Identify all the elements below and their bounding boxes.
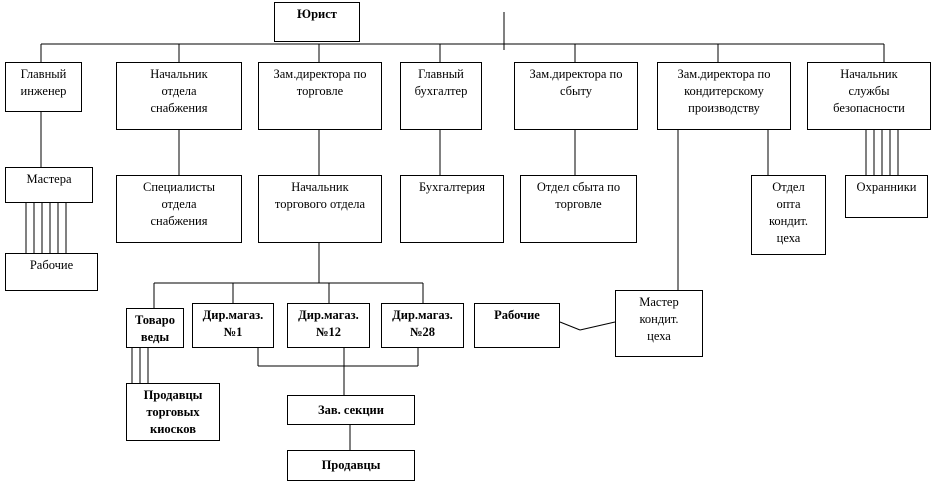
- lawyer-box: [274, 2, 360, 42]
- workers-right-box: [474, 303, 560, 348]
- confectionery-master-box: [615, 290, 703, 357]
- chief-engineer-label: Главный инженер: [20, 67, 67, 98]
- commodity-experts-label: Товаро веды: [135, 313, 175, 344]
- supply-specialists-label: Специалисты отдела снабжения: [143, 180, 215, 228]
- store-12-box: [287, 303, 370, 348]
- security-head-box: [807, 62, 931, 130]
- chief-accountant-label: Главный бухгалтер: [414, 67, 468, 98]
- confectionery-master-label: Мастер кондит. цеха: [639, 295, 679, 343]
- security-head-label: Начальник службы безопасности: [833, 67, 905, 115]
- supply-specialists-box: [116, 175, 242, 243]
- sales-dept-label: Отдел сбыта по торговле: [536, 180, 621, 211]
- sales-deputy-box: [514, 62, 638, 130]
- trade-deputy-box: [258, 62, 382, 130]
- kiosk-sellers-box: [126, 383, 220, 441]
- store-28-label: Дир.магаз. №28: [392, 308, 453, 339]
- store-1-box: [192, 303, 274, 348]
- chief-engineer-box: [5, 62, 82, 112]
- confectionery-deputy-label: Зам.директора по кондитерскому производству: [677, 67, 771, 115]
- accounting-box: [400, 175, 504, 243]
- chief-accountant-box: [400, 62, 482, 130]
- trade-deputy-label: Зам.директора по торговле: [273, 67, 367, 98]
- kiosk-sellers-label: Продавцы торговых киосков: [143, 388, 203, 436]
- sales-dept-box: [520, 175, 637, 243]
- workers-left-box: [5, 253, 98, 291]
- guards-label: Охранники: [856, 180, 917, 194]
- lawyer-label: Юрист: [297, 7, 337, 21]
- store-1-label: Дир.магаз. №1: [202, 308, 264, 339]
- trade-dept-head-label: Начальник торгового отдела: [274, 180, 366, 211]
- foremen-label: Мастера: [26, 172, 72, 186]
- confectionery-wholesale-label: Отдел опта кондит. цеха: [768, 180, 809, 245]
- supply-head-box: [116, 62, 242, 130]
- supply-head-label: Начальник отдела снабжения: [150, 67, 208, 115]
- guards-box: [845, 175, 928, 218]
- workers-left-label: Рабочие: [29, 258, 74, 272]
- trade-dept-head-box: [258, 175, 382, 243]
- confectionery-wholesale-box: [751, 175, 826, 255]
- sales-deputy-label: Зам.директора по сбыту: [529, 67, 623, 98]
- accounting-label: Бухгалтерия: [418, 180, 486, 194]
- workers-right-label: Рабочие: [494, 308, 540, 322]
- sellers-box: [287, 450, 415, 481]
- section-head-label: Зав. секции: [318, 402, 384, 417]
- commodity-experts-box: [126, 308, 184, 348]
- confectionery-deputy-box: [657, 62, 791, 130]
- section-head-box: [287, 395, 415, 425]
- store-12-label: Дир.магаз. №12: [298, 308, 359, 339]
- foremen-box: [5, 167, 93, 203]
- sellers-label: Продавцы: [321, 458, 381, 472]
- store-28-box: [381, 303, 464, 348]
